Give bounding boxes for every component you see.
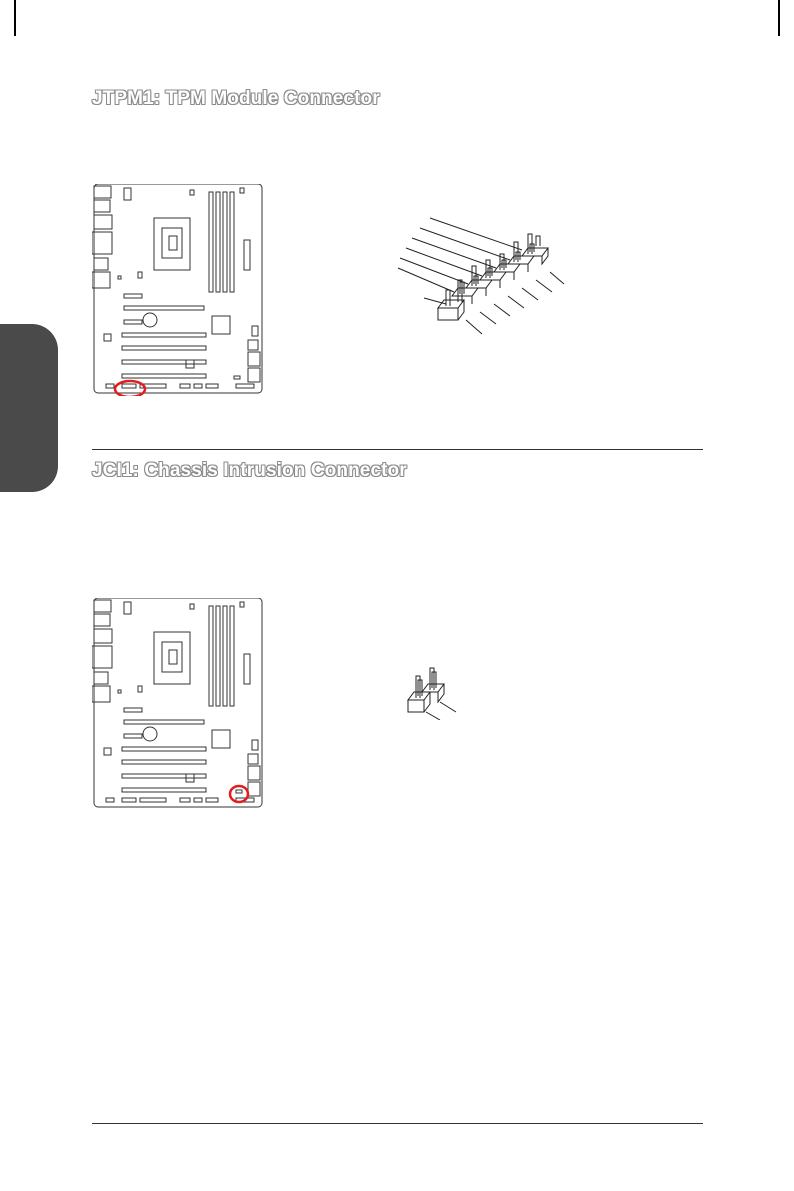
section-title-jtpm1: JTPM1: TPM Module Connector — [92, 88, 380, 109]
chapter-side-tab — [0, 324, 58, 492]
motherboard-layout-jci1 — [92, 598, 264, 810]
section-title-jci1: JCI1: Chassis Intrusion Connector — [92, 460, 407, 481]
motherboard-layout-jtpm1 — [92, 184, 264, 396]
footer-rule — [92, 1123, 703, 1124]
tpm-pin-header-icon — [396, 212, 566, 336]
section-divider — [92, 449, 703, 450]
cut-mark-right — [778, 0, 780, 36]
ci-pin-header-icon — [404, 664, 464, 720]
cut-mark-left — [14, 0, 16, 36]
